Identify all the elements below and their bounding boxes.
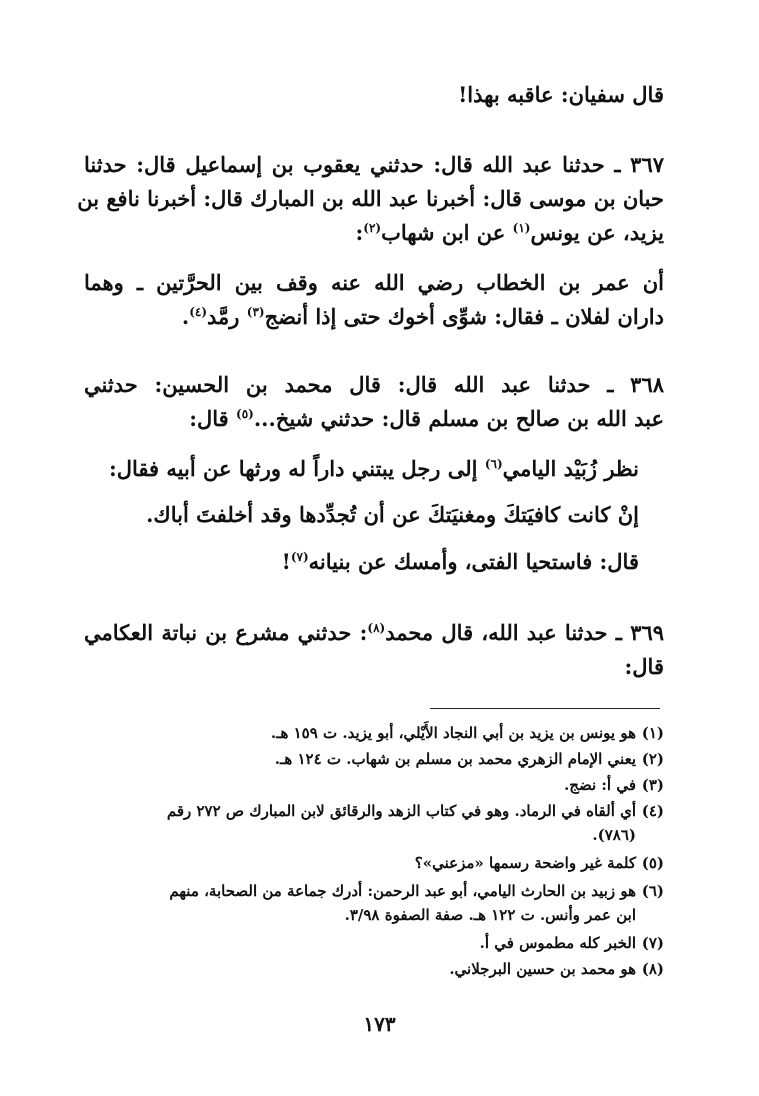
footnote-6-continuation (84, 904, 636, 926)
footnote-text: (٧٨٦). (592, 826, 636, 844)
footnote-ref-6[interactable]: (٦) (484, 457, 503, 471)
page-number: ١٧٣ (363, 1012, 396, 1036)
line-text: قال: فاستحيا الفتى، وأمسك عن بنيانه (308, 549, 639, 574)
footnote-ref-5[interactable]: (٥) (236, 407, 254, 421)
line-text: قال: (189, 406, 229, 431)
line-text: قال سفيان: عاقبه بهذا! (458, 82, 664, 107)
line-text: نظر زُبَيْد اليامي (502, 456, 639, 481)
footnote-ref-7[interactable]: (٧) (290, 550, 309, 564)
footnote-4 (84, 800, 664, 822)
footnote-4-continuation (84, 824, 636, 846)
footnote-5 (84, 852, 664, 874)
footnote-ref-3[interactable]: (٣) (246, 305, 265, 319)
entry-367-line-1 (84, 148, 664, 182)
entry-369-line-1 (84, 616, 664, 650)
footnote-number: (٥) (641, 854, 664, 872)
entry-dash: ـ (614, 152, 621, 177)
line-text: حبان بن موسى قال: أخبرنا عبد الله بن المبارك قال: أخبرنا نافع بن (77, 186, 664, 211)
entry-369-line-2 (84, 650, 664, 684)
footnote-number: (٢) (641, 750, 664, 768)
footnote-8 (84, 958, 664, 980)
footnote-ref-4[interactable]: (٤) (189, 305, 208, 319)
footnote-number: (٣) (641, 776, 664, 794)
footnote-text: يعني الإمام الزهري محمد بن مسلم بن شهاب. ت ١٢٤ هـ. (274, 750, 636, 768)
entry-number: ٣٦٧ (630, 152, 665, 177)
footnote-separator (430, 708, 660, 709)
line-text: حدثنا عبد الله قال: حدثني يعقوب بن إسماعيل قال: حدثنا (84, 152, 605, 177)
line-text: عبد الله بن صالح بن مسلم قال: حدثني شيخ... (253, 406, 664, 431)
entry-367-text-line-2 (84, 300, 664, 334)
footnote-3 (84, 774, 664, 796)
entry-368-poem-line-2 (59, 498, 639, 532)
footnote-2 (84, 748, 664, 770)
line-text: إنْ كانت كافيَتكَ ومغنيَتكَ عن أن تُجدِّدها وقد أخلفتَ أباك. (146, 502, 639, 527)
line-text: يزيد، عن يونس (530, 220, 664, 245)
footnote-number: (٦) (641, 882, 664, 900)
line-text: حدثنا عبد الله، قال محمد (385, 620, 608, 645)
entry-367-text-line-1 (84, 266, 664, 300)
entry-number: ٣٦٩ (630, 620, 665, 645)
entry-number: ٣٦٨ (630, 372, 665, 397)
footnote-text: هو يونس بن يزيد بن أبي النجاد الأَيْلي، أبو يزيد. ت ١٥٩ هـ. (270, 724, 636, 742)
footnote-ref-2[interactable]: (٢) (363, 221, 382, 235)
line-text: داران لفلان ـ فقال: شوِّى أخوك حتى إذا أنضج (264, 304, 664, 329)
footnote-ref-8[interactable]: (٨) (367, 621, 386, 635)
line-text: عن ابن شهاب (381, 220, 506, 245)
footnote-text: الخبر كله مطموس في أ. (479, 934, 636, 952)
line-text: حدثنا عبد الله قال: قال محمد بن الحسين: حدثني (84, 372, 591, 397)
footnote-text: هو محمد بن حسين البرجلاني. (449, 960, 636, 978)
footnote-text: هو زبيد بن الحارث اليامي، أبو عبد الرحمن: أدرك جماعة من الصحابة، منهم (169, 882, 636, 900)
line-text: قال: (624, 654, 664, 679)
line-text: : حدثني مشرع بن نباتة العكامي (84, 620, 368, 645)
footnote-text: أي ألقاه في الرماد. وهو في كتاب الزهد والرقائق لابن المبارك ص ٢٧٢ رقم (166, 802, 636, 820)
line-text: إلى رجل يبتني داراً له ورثها عن أبيه فقال: (109, 456, 478, 481)
entry-dash: ـ (607, 372, 614, 397)
footnote-number: (٧) (641, 934, 664, 952)
footnote-number: (٤) (641, 802, 664, 820)
footnote-text: في أ: نضج. (564, 776, 636, 794)
footnote-6 (84, 880, 664, 902)
entry-368-poem-line-3 (59, 545, 639, 579)
line-text: أن عمر بن الخطاب رضي الله عنه وقف بين الحرَّتين ـ وهما (84, 270, 664, 295)
line-text: رمَّد (207, 304, 240, 329)
footnote-text: ابن عمر وأنس. ت ١٢٢ هـ. صفة الصفوة ٣/٩٨. (344, 906, 636, 924)
footnote-1 (84, 722, 664, 744)
footnote-7 (84, 932, 664, 954)
line-text: : (355, 220, 364, 245)
line-text: ! (281, 549, 291, 574)
line-text: . (181, 304, 190, 329)
footnote-text: كلمة غير واضحة رسمها «مزعني»؟ (414, 854, 636, 872)
footnote-number: (١) (641, 724, 664, 742)
entry-368-line-1 (84, 368, 664, 402)
entry-368-poem-line-1 (59, 452, 639, 486)
footnote-ref-1[interactable]: (١) (512, 221, 531, 235)
entry-368-line-2 (84, 402, 664, 436)
text-line-sufyan (84, 78, 664, 112)
entry-dash: ـ (615, 620, 622, 645)
footnote-number: (٨) (641, 960, 664, 978)
entry-367-line-2 (77, 182, 664, 216)
entry-367-line-3 (84, 216, 664, 250)
